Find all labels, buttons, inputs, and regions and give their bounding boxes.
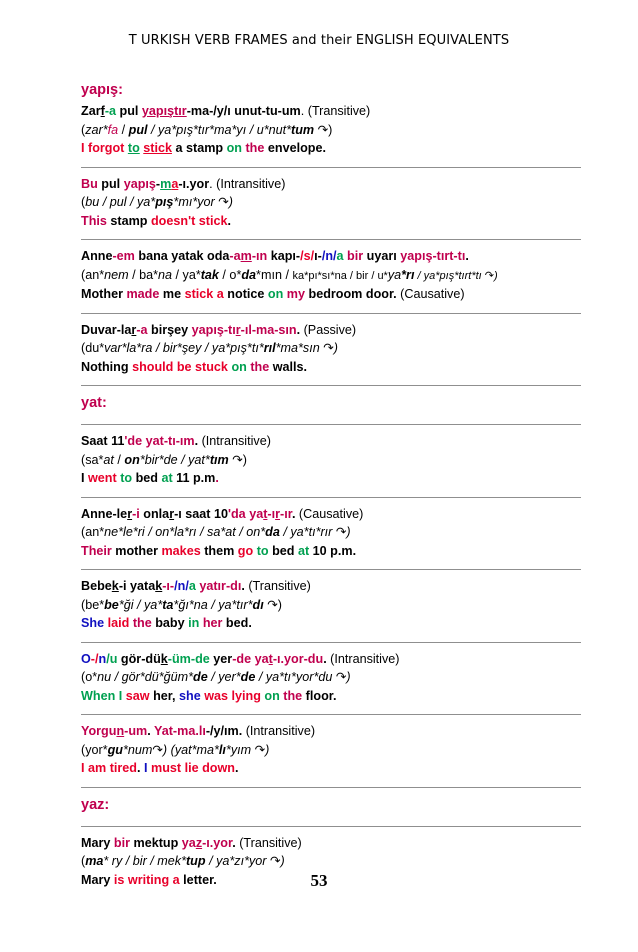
text-segment: Mary bbox=[81, 835, 114, 850]
text-segment: to bbox=[120, 471, 133, 485]
text-segment: bed bbox=[222, 616, 249, 630]
text-segment: . bbox=[323, 651, 327, 666]
verb-heading: yapış: bbox=[81, 82, 123, 98]
example-line bbox=[81, 614, 581, 633]
text-segment: / o* bbox=[218, 267, 242, 282]
text-segment: (Transitive) bbox=[235, 835, 302, 850]
text-segment: a bbox=[336, 249, 344, 263]
text-segment: r bbox=[169, 506, 175, 521]
text-segment: bana bbox=[134, 249, 168, 263]
text-segment: Nothing bbox=[81, 359, 133, 374]
text-segment: uyarı bbox=[363, 249, 401, 263]
text-segment: m bbox=[160, 176, 172, 191]
text-segment: is writing a bbox=[113, 872, 180, 887]
text-segment: tup bbox=[185, 854, 206, 868]
text-segment: dı bbox=[252, 597, 264, 612]
text-segment: stamp bbox=[186, 141, 227, 155]
text-segment: (yor* bbox=[81, 742, 108, 757]
text-segment: n bbox=[98, 651, 107, 666]
text-segment: -ır bbox=[280, 506, 292, 521]
example-line bbox=[81, 432, 581, 451]
text-segment: I forgot bbox=[81, 141, 128, 155]
text-segment: yapıştır bbox=[141, 104, 187, 118]
text-segment: Yat-ma.lı bbox=[154, 724, 206, 738]
text-segment: (Causative) bbox=[295, 506, 364, 521]
section-divider bbox=[81, 787, 581, 788]
example-line bbox=[81, 741, 581, 760]
text-segment: / yer* bbox=[207, 670, 241, 684]
text-segment: was lying bbox=[204, 688, 261, 703]
text-segment: bed bbox=[132, 471, 162, 485]
example-line bbox=[81, 175, 581, 194]
example-line bbox=[81, 339, 581, 358]
text-segment: my bbox=[286, 287, 305, 301]
text-segment: she bbox=[179, 688, 201, 703]
text-segment: yapış-tı bbox=[191, 322, 236, 337]
text-segment: Bu bbox=[81, 176, 98, 191]
text-segment: (o* bbox=[81, 670, 98, 684]
text-segment: . bbox=[137, 761, 144, 775]
text-segment: Duvar-la bbox=[81, 322, 132, 337]
text-segment: -ma-/y/ı bbox=[186, 104, 231, 118]
text-segment: walls. bbox=[269, 359, 308, 374]
text-segment: *ği / ya* bbox=[118, 597, 163, 612]
text-segment: *ma*sın ↷) bbox=[275, 341, 338, 355]
text-segment: / ya*pış*tırt*tı ↷) bbox=[414, 269, 498, 282]
text-segment: . bbox=[227, 213, 231, 228]
example-line bbox=[81, 469, 581, 488]
text-segment: on bbox=[124, 452, 140, 467]
text-segment: at bbox=[161, 471, 173, 485]
text-segment: When I bbox=[81, 688, 123, 703]
text-segment: - bbox=[155, 176, 161, 191]
text-segment: ↷) bbox=[228, 452, 247, 467]
text-segment: -/y/ım bbox=[205, 724, 239, 738]
text-segment: / ya*tı*rır ↷) bbox=[279, 525, 351, 539]
example-line bbox=[81, 852, 581, 871]
text-segment: on bbox=[267, 287, 284, 301]
text-segment: r bbox=[275, 506, 281, 521]
text-segment: *mın / bbox=[256, 267, 293, 282]
text-segment: f bbox=[100, 104, 105, 118]
text-segment: made bbox=[126, 287, 160, 301]
text-segment: tum bbox=[291, 122, 315, 137]
text-segment: mektup bbox=[130, 835, 182, 850]
text-segment: . bbox=[291, 506, 296, 521]
text-segment: da bbox=[265, 525, 280, 539]
text-segment: doesn't stick bbox=[150, 213, 228, 228]
text-segment: ka*pı*sı*na / bir / u* bbox=[292, 269, 388, 282]
text-segment: -a bbox=[229, 249, 241, 263]
text-segment: on bbox=[226, 141, 242, 155]
text-segment: pul bbox=[128, 122, 148, 137]
text-segment: (Intransitive) bbox=[198, 434, 271, 448]
example-line bbox=[81, 542, 581, 561]
text-segment: (Intransitive) bbox=[242, 724, 316, 738]
text-segment: ma bbox=[85, 854, 104, 868]
text-segment: stick a bbox=[184, 287, 224, 301]
text-segment: -i yata bbox=[118, 579, 156, 593]
text-segment: / gör*dü*ğüm* bbox=[111, 670, 194, 684]
text-segment: O bbox=[81, 651, 91, 666]
text-segment: t bbox=[268, 651, 273, 666]
text-segment: on bbox=[231, 359, 247, 374]
text-segment: Anne bbox=[81, 249, 113, 263]
example-line bbox=[81, 523, 581, 542]
text-segment: at bbox=[297, 543, 310, 558]
text-segment: k bbox=[111, 579, 119, 593]
example-line bbox=[81, 139, 581, 158]
text-segment: *la*ra / bir* bbox=[121, 341, 182, 355]
text-segment: pış bbox=[155, 195, 174, 209]
text-segment: I bbox=[81, 761, 88, 775]
text-segment: ta bbox=[162, 597, 174, 612]
text-segment: da bbox=[241, 267, 257, 282]
text-segment: lı bbox=[218, 742, 226, 757]
text-segment: yapış-tırt-tı bbox=[400, 249, 466, 263]
text-segment: . bbox=[238, 724, 243, 738]
page-header: T URKISH VERB FRAMES and their ENGLISH EQUIVALENTS bbox=[128, 33, 510, 48]
text-segment: Mary bbox=[81, 872, 114, 887]
text-segment: baby bbox=[151, 616, 189, 630]
text-segment: . bbox=[232, 835, 236, 850]
text-segment: to bbox=[127, 141, 140, 155]
example-line bbox=[81, 285, 581, 304]
text-segment: k bbox=[155, 579, 163, 593]
text-segment: . bbox=[465, 249, 469, 263]
text-segment: am tired bbox=[88, 761, 137, 775]
text-segment: go bbox=[237, 543, 254, 558]
text-segment: 11 p.m bbox=[172, 471, 216, 485]
text-segment: * ry / bir / mek* bbox=[103, 854, 186, 868]
example-line bbox=[81, 505, 581, 524]
text-segment: a bbox=[188, 579, 196, 593]
text-segment: (du* bbox=[81, 341, 105, 355]
text-segment: *mı*yor ↷) bbox=[173, 195, 233, 209]
text-segment: yer bbox=[209, 651, 233, 666]
text-segment: envelope. bbox=[264, 141, 326, 155]
text-segment: / on* bbox=[235, 525, 266, 539]
text-segment: ne bbox=[104, 525, 119, 539]
text-segment: bu / pul / ya* bbox=[85, 195, 156, 209]
example-line bbox=[81, 358, 581, 377]
text-segment: -a bbox=[104, 104, 117, 118]
text-segment: the bbox=[283, 688, 303, 703]
text-segment: nu bbox=[97, 670, 112, 684]
text-segment: stamp bbox=[106, 213, 151, 228]
text-segment: (be* bbox=[81, 597, 105, 612]
text-segment: gör-dü bbox=[117, 651, 161, 666]
text-segment: / ya*pış*tı* bbox=[201, 341, 264, 355]
text-segment: to bbox=[256, 543, 269, 558]
text-segment: yapış bbox=[123, 176, 156, 191]
text-segment: . bbox=[234, 761, 239, 775]
example-line bbox=[81, 212, 581, 231]
text-segment: -ı.yor bbox=[202, 835, 233, 850]
text-segment: her, bbox=[149, 688, 179, 703]
text-segment: the bbox=[132, 616, 152, 630]
text-segment: should be stuck bbox=[132, 359, 228, 374]
text-segment: . bbox=[215, 471, 219, 485]
verb-heading: yat: bbox=[81, 395, 107, 411]
text-segment: the bbox=[245, 141, 265, 155]
text-segment: t bbox=[263, 506, 268, 521]
text-segment: -a bbox=[136, 322, 148, 337]
text-segment: *ğı*na / ya*tır* bbox=[173, 597, 253, 612]
text-segment: na bbox=[158, 267, 173, 282]
text-segment: laid bbox=[107, 616, 130, 630]
text-segment: var bbox=[104, 341, 122, 355]
text-segment: z bbox=[195, 835, 203, 850]
example-line bbox=[81, 451, 581, 470]
text-segment: . bbox=[194, 434, 199, 448]
text-segment: -ıl-ma-sın bbox=[240, 322, 297, 337]
example-line bbox=[81, 650, 581, 669]
section-divider bbox=[81, 714, 581, 715]
section-divider bbox=[81, 313, 581, 314]
text-segment: (Intransitive) bbox=[326, 651, 400, 666]
text-segment: ( bbox=[81, 854, 86, 868]
text-segment: her bbox=[202, 616, 223, 630]
text-segment: ( bbox=[81, 195, 86, 209]
text-segment: *le* bbox=[118, 525, 138, 539]
example-line bbox=[81, 193, 581, 212]
text-segment: bed bbox=[268, 543, 298, 558]
text-segment: (Causative) bbox=[396, 287, 465, 301]
text-segment: Bebe bbox=[81, 579, 112, 593]
text-segment: -ı- bbox=[162, 579, 175, 593]
text-segment: on bbox=[264, 688, 280, 703]
section-divider bbox=[81, 569, 581, 570]
text-segment: de bbox=[240, 670, 256, 684]
text-segment: nem bbox=[104, 267, 129, 282]
text-segment: -/ bbox=[90, 651, 99, 666]
text-segment: *bir*de / yat* bbox=[139, 452, 210, 467]
example-line bbox=[81, 722, 581, 741]
text-segment: a bbox=[171, 141, 186, 155]
text-segment: (Passive) bbox=[300, 322, 357, 337]
text-segment: -um bbox=[124, 724, 148, 738]
text-segment: pul bbox=[116, 104, 142, 118]
text-segment: me bbox=[159, 287, 185, 301]
section-divider bbox=[81, 642, 581, 643]
text-segment: ( bbox=[81, 122, 86, 137]
text-segment: ya bbox=[387, 267, 402, 282]
text-segment: yatır-dı bbox=[199, 579, 242, 593]
example-line bbox=[81, 266, 581, 286]
text-segment: (Transitive) bbox=[244, 579, 311, 593]
text-segment: -ı.yor-du bbox=[272, 651, 324, 666]
text-segment: Anne-le bbox=[81, 506, 128, 521]
text-segment: stick bbox=[143, 141, 172, 155]
text-segment: This bbox=[81, 213, 107, 228]
text-segment: /s/ bbox=[300, 249, 315, 263]
text-segment: zar* bbox=[85, 122, 108, 137]
example-line bbox=[81, 321, 581, 340]
text-segment: r bbox=[127, 506, 133, 521]
example-line bbox=[81, 687, 581, 706]
text-segment: Zar bbox=[81, 104, 101, 118]
text-segment: k bbox=[160, 651, 168, 666]
text-segment: ri bbox=[137, 525, 145, 539]
text-segment: went bbox=[88, 471, 117, 485]
text-segment: la bbox=[174, 525, 184, 539]
text-segment: I bbox=[81, 471, 88, 485]
text-segment: *rı / sa* bbox=[183, 525, 226, 539]
text-segment: / ya*tı*yor*du ↷) bbox=[255, 670, 351, 684]
example-line bbox=[81, 121, 581, 140]
text-segment: at bbox=[103, 452, 114, 467]
text-segment: I bbox=[144, 761, 148, 775]
section-divider bbox=[81, 826, 581, 827]
text-segment: bir bbox=[113, 835, 130, 850]
text-segment: . bbox=[147, 724, 155, 738]
text-segment: / ya* bbox=[172, 267, 201, 282]
text-segment: *num↷) (yat*ma* bbox=[122, 742, 219, 757]
text-segment: Their bbox=[81, 543, 112, 558]
text-segment: / bbox=[113, 452, 125, 467]
text-segment: (an* bbox=[81, 267, 105, 282]
text-segment: -üm-de bbox=[167, 651, 210, 666]
text-segment: . bbox=[248, 616, 252, 630]
text-segment: mother bbox=[111, 543, 162, 558]
text-segment: notice bbox=[223, 287, 268, 301]
text-segment: . bbox=[241, 579, 245, 593]
text-segment: r bbox=[131, 322, 137, 337]
text-segment: /n/ bbox=[174, 579, 189, 593]
text-segment: -em bbox=[112, 249, 135, 263]
text-segment: floor. bbox=[302, 688, 337, 703]
text-segment: ya bbox=[181, 835, 196, 850]
text-segment: tak bbox=[200, 267, 219, 282]
text-segment: Yorgu bbox=[81, 724, 117, 738]
section-divider bbox=[81, 167, 581, 168]
example-line bbox=[81, 834, 581, 853]
example-line bbox=[81, 577, 581, 596]
text-segment: ı- bbox=[314, 249, 322, 263]
text-segment: fa bbox=[107, 122, 119, 137]
text-segment: m bbox=[240, 249, 252, 263]
example-line bbox=[81, 759, 581, 778]
text-segment: /n/ bbox=[321, 249, 337, 263]
text-segment: -ın bbox=[251, 249, 268, 263]
text-segment: be bbox=[104, 597, 119, 612]
text-segment: n bbox=[116, 724, 125, 738]
text-segment: saw bbox=[125, 688, 150, 703]
text-segment: birşey bbox=[147, 322, 192, 337]
section-divider bbox=[81, 239, 581, 240]
text-segment: bir bbox=[343, 249, 364, 263]
text-segment: -i bbox=[132, 506, 140, 521]
example-line bbox=[81, 247, 581, 266]
text-segment: / ya*zı*yor ↷) bbox=[205, 854, 285, 868]
text-segment: a bbox=[171, 176, 179, 191]
text-segment: kapı- bbox=[267, 249, 301, 263]
text-segment: (sa* bbox=[81, 452, 104, 467]
text-segment: rıl bbox=[263, 341, 276, 355]
text-segment: in bbox=[188, 616, 200, 630]
text-segment: r bbox=[235, 322, 241, 337]
text-segment: *yım ↷) bbox=[225, 742, 270, 757]
text-segment: Mother bbox=[81, 287, 127, 301]
example-line bbox=[81, 596, 581, 615]
text-segment: gu bbox=[107, 742, 123, 757]
text-segment: ya bbox=[249, 506, 264, 521]
text-segment: yatak oda bbox=[167, 249, 230, 263]
verb-heading: yaz: bbox=[81, 796, 110, 813]
section-divider bbox=[81, 385, 581, 386]
text-segment: 10 p.m. bbox=[309, 543, 357, 558]
text-segment: 'da bbox=[228, 506, 246, 521]
text-segment: them bbox=[200, 543, 238, 558]
text-segment: -ı saat 10 bbox=[174, 506, 228, 521]
section-divider bbox=[81, 424, 581, 425]
text-segment: / on* bbox=[144, 525, 175, 539]
text-segment: pul bbox=[97, 176, 124, 191]
text-segment: 'de bbox=[124, 434, 143, 448]
example-line bbox=[81, 668, 581, 687]
text-segment: She bbox=[81, 616, 105, 630]
text-segment: şey bbox=[181, 341, 202, 355]
text-segment: /u bbox=[106, 651, 118, 666]
text-segment: tım bbox=[209, 452, 229, 467]
section-divider bbox=[81, 497, 581, 498]
text-segment: bedroom door. bbox=[305, 287, 397, 301]
text-segment: letter. bbox=[179, 872, 217, 887]
text-segment: / ya*pış*tır*ma*yı / u*nut* bbox=[147, 122, 292, 137]
text-segment: . bbox=[296, 322, 301, 337]
page-number: 53 bbox=[310, 871, 328, 890]
text-segment: yat-tı-ım bbox=[145, 434, 195, 448]
text-segment: ↷) bbox=[263, 597, 282, 612]
text-segment: makes bbox=[161, 543, 201, 558]
text-segment: / bbox=[118, 122, 129, 137]
document-body bbox=[81, 80, 581, 889]
text-segment: ya bbox=[254, 651, 269, 666]
text-segment: (an* bbox=[81, 525, 105, 539]
text-segment: / ba* bbox=[128, 267, 159, 282]
text-segment: must lie down bbox=[151, 761, 235, 775]
text-segment: -de bbox=[232, 651, 252, 666]
text-segment: Saat 11 bbox=[81, 434, 125, 448]
text-segment: at bbox=[225, 525, 236, 539]
text-segment: -ı.yor bbox=[178, 176, 210, 191]
text-segment: . (Intransitive) bbox=[209, 176, 286, 191]
example-line bbox=[81, 102, 581, 121]
text-segment: unut-tu-um bbox=[230, 104, 301, 118]
text-segment: *rı bbox=[401, 267, 415, 282]
text-segment: onla bbox=[139, 506, 170, 521]
text-segment: de bbox=[193, 670, 208, 684]
text-segment: -ı bbox=[267, 506, 276, 521]
text-segment: ↷) bbox=[314, 122, 333, 137]
text-segment: the bbox=[250, 359, 270, 374]
text-segment: . (Transitive) bbox=[300, 104, 371, 118]
